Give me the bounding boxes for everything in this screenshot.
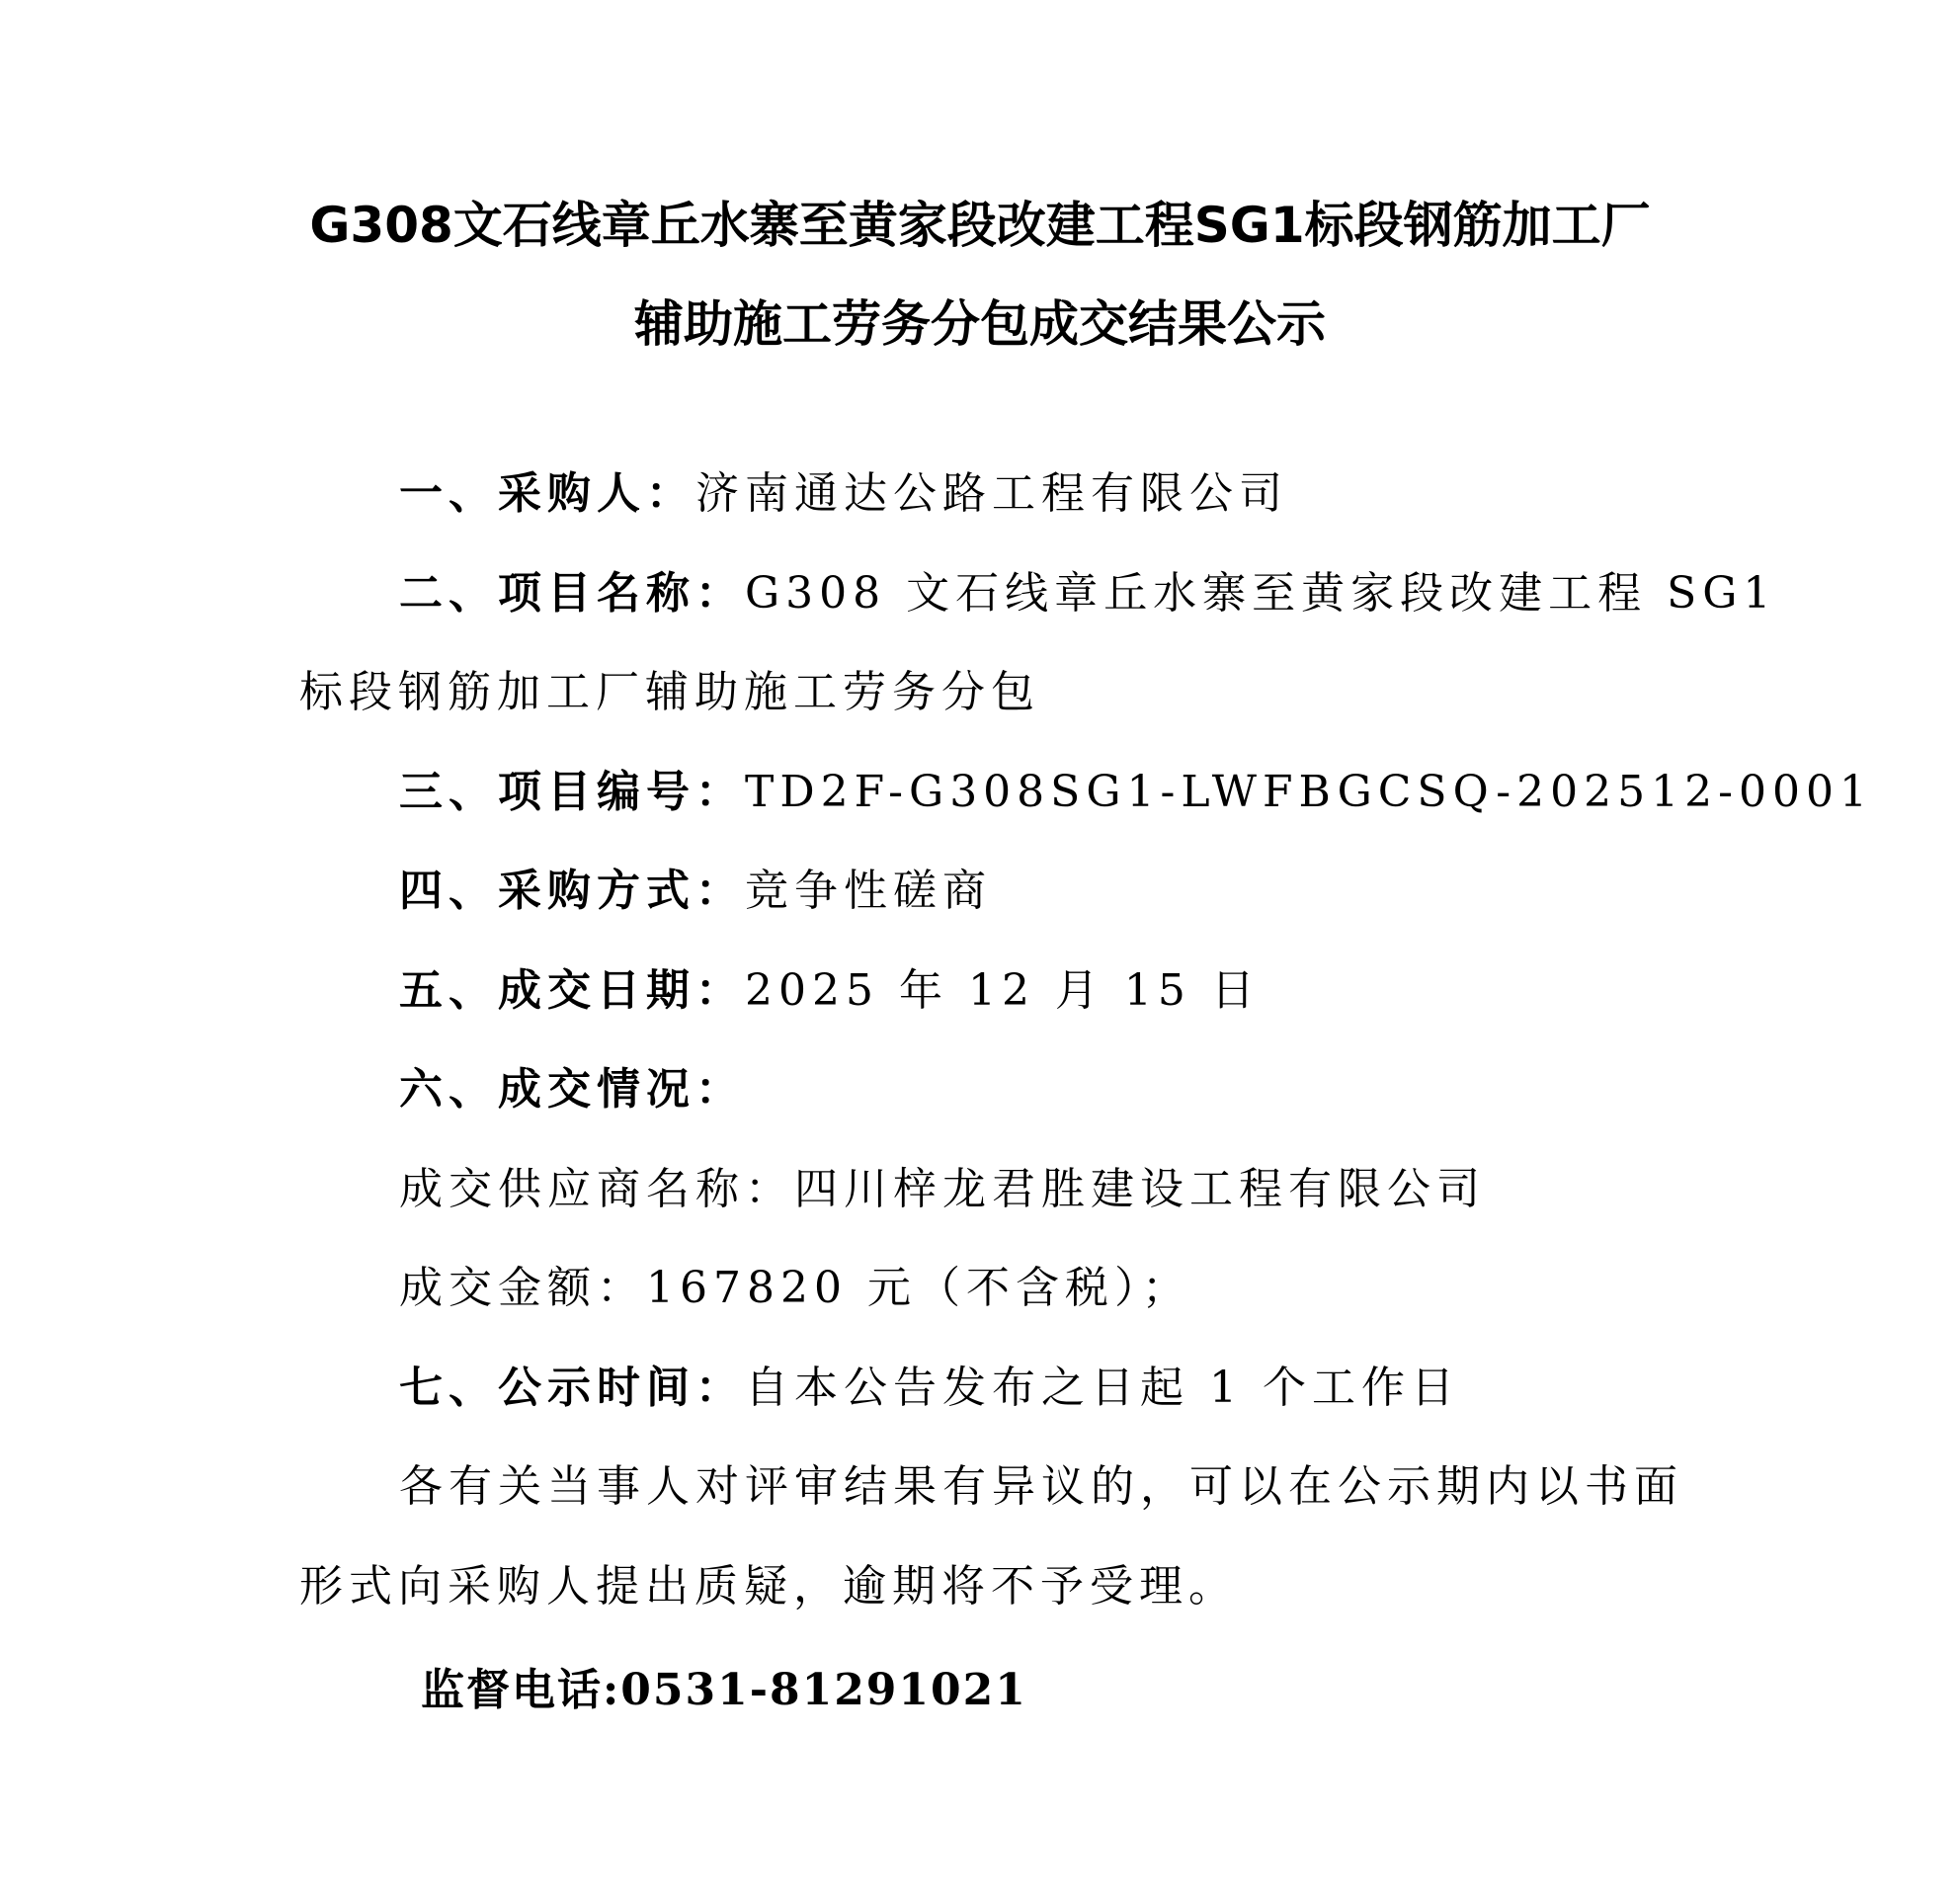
objection-continuation bbox=[299, 1559, 1238, 1614]
project-name-row bbox=[399, 566, 1776, 621]
procurement-method-label: 四、采购方式： bbox=[399, 866, 745, 916]
amount-row bbox=[399, 1261, 1191, 1316]
deal-date-label: 五、成交日期： bbox=[399, 965, 745, 1016]
procurement-method-row bbox=[399, 864, 992, 919]
project-name-continuation bbox=[299, 665, 1040, 720]
deal-date-row bbox=[399, 963, 1261, 1019]
project-name-value-line-2: 标段钢筋加工厂辅助施工劳务分包 bbox=[299, 667, 1040, 717]
purchaser-row bbox=[399, 466, 1288, 522]
project-name-value-line-1: G308 文石线章丘水寨至黄家段改建工程 SG1 bbox=[745, 568, 1777, 619]
publicity-time-row bbox=[399, 1361, 1460, 1416]
supervision-row bbox=[421, 1663, 1027, 1718]
project-number-label: 三、项目编号： bbox=[399, 767, 745, 817]
deal-status-label: 六、成交情况： bbox=[399, 1064, 745, 1115]
project-name-label: 二、项目名称： bbox=[399, 568, 745, 619]
supplier-text: 成交供应商名称：四川梓龙君胜建设工程有限公司 bbox=[399, 1164, 1486, 1214]
publicity-time-label: 七、公示时间： bbox=[399, 1363, 745, 1413]
deal-date-value: 2025 年 12 月 15 日 bbox=[745, 965, 1261, 1016]
project-number-row bbox=[399, 765, 1873, 820]
document-title-line-2: 辅助施工劳务分包成交结果公示 bbox=[634, 295, 1326, 353]
objection-text-line-2: 形式向采购人提出质疑，逾期将不予受理。 bbox=[299, 1561, 1238, 1612]
amount-text: 成交金额：167820 元（不含税）； bbox=[399, 1263, 1191, 1313]
objection-text-line-1: 各有关当事人对评审结果有异议的，可以在公示期内以书面 bbox=[399, 1461, 1683, 1512]
project-number-value: TD2F-G308SG1-LWFBGCSQ-202512-0001 bbox=[745, 767, 1873, 817]
document-title-line-1: G308文石线章丘水寨至黄家段改建工程SG1标段钢筋加工厂 bbox=[309, 197, 1651, 254]
supplier-row bbox=[399, 1162, 1486, 1217]
supervision-phone: 监督电话:0531-81291021 bbox=[421, 1665, 1027, 1715]
procurement-method-value: 竞争性磋商 bbox=[745, 866, 992, 916]
purchaser-value: 济南通达公路工程有限公司 bbox=[695, 468, 1288, 519]
deal-status-row bbox=[399, 1062, 745, 1117]
purchaser-label: 一、采购人： bbox=[399, 468, 695, 519]
objection-row bbox=[399, 1459, 1683, 1515]
publicity-time-value: 自本公告发布之日起 1 个工作日 bbox=[745, 1363, 1460, 1413]
